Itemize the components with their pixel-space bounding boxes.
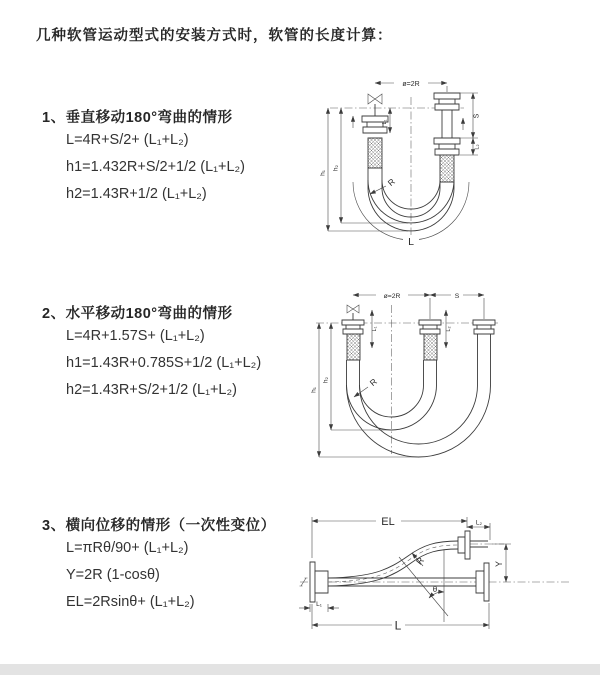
dim-label-l2: L₂ xyxy=(475,519,483,527)
formula-s3-y: Y=2R (1-cosθ) xyxy=(66,567,160,583)
left-flange xyxy=(310,562,328,602)
formula-s1-h2: h2=1.43R+1/2 (L₁+L₂) xyxy=(66,186,207,202)
formula-s3-el: EL=2Rsinθ+ (L₁+L₂) xyxy=(66,594,195,610)
section-lateral-displacement xyxy=(42,514,276,616)
upper-flange xyxy=(458,531,488,559)
diagram-horizontal-180-bend xyxy=(306,280,506,462)
dim-label-h2: h₂ xyxy=(322,376,330,384)
dim-label-l1: L₁ xyxy=(382,119,388,125)
formula-s1-l: L=4R+S/2+ (L₁+L₂) xyxy=(66,132,189,148)
section-vertical-movement xyxy=(42,106,245,208)
valve-icon xyxy=(368,94,382,116)
formula-s2-h1: h1=1.43R+0.785S+1/2 (L₁+L₂) xyxy=(66,355,262,371)
dimension-2r xyxy=(375,79,447,92)
section-1-heading: 1、垂直移动180°弯曲的情形 xyxy=(42,110,233,126)
right-fitting-upper xyxy=(434,93,460,138)
dim-label-l2: L₂ xyxy=(446,326,452,332)
section-3-heading: 3、横向位移的情形（一次性变位） xyxy=(42,518,276,534)
radius-leader xyxy=(370,176,397,194)
dimension-l1 xyxy=(299,601,339,612)
dim-label-h2: h₂ xyxy=(332,164,340,172)
dim-label-2r: ø=2R xyxy=(383,292,401,300)
dim-label-r: R xyxy=(414,555,426,567)
dim-label-h1: h₁ xyxy=(319,170,327,176)
formula-s2-h2: h2=1.43R+S/2+1/2 (L₁+L₂) xyxy=(66,382,237,398)
formula-s3-l: L=πRθ/90+ (L₁+L₂) xyxy=(66,540,189,556)
right-fitting xyxy=(473,320,495,334)
dimension-y xyxy=(492,544,511,582)
dim-label-el: EL xyxy=(381,516,395,528)
diagram-vertical-180-bend xyxy=(312,70,492,258)
dimension-s xyxy=(460,93,481,138)
dim-label-l2: L₂ xyxy=(474,144,481,150)
dim-label-h1: h₁ xyxy=(310,387,318,393)
curved-hose xyxy=(328,541,458,586)
dimension-s xyxy=(430,291,484,300)
dim-label-theta: θ xyxy=(432,585,438,594)
dimension-l2 xyxy=(460,138,481,155)
dimension-l1 xyxy=(372,310,378,348)
dim-label-r: R xyxy=(385,176,397,189)
page-title: 几种软管运动型式的安装方式时，软管的长度计算： xyxy=(36,28,393,44)
middle-fitting xyxy=(419,320,441,360)
formula-s1-h1: h1=1.432R+S/2+1/2 (L₁+L₂) xyxy=(66,159,246,175)
hose-u-bends xyxy=(347,334,491,457)
dim-label-2r: ø=2R xyxy=(402,80,420,88)
centerlines xyxy=(316,305,500,454)
left-fitting xyxy=(342,320,364,360)
dimension-l2 xyxy=(446,310,452,348)
dim-label-l1: L₁ xyxy=(316,601,322,608)
page-bottom-edge xyxy=(0,664,600,675)
radius-leader xyxy=(354,376,379,397)
right-flange xyxy=(476,563,489,601)
dimension-l2 xyxy=(467,520,490,541)
section-horizontal-movement xyxy=(42,302,261,404)
centerlines xyxy=(300,544,571,586)
dimension-l xyxy=(312,603,489,633)
dim-label-r: R xyxy=(367,376,379,389)
dim-label-s: S xyxy=(473,113,481,119)
dim-label-l: L xyxy=(408,236,414,248)
right-fitting-lower xyxy=(434,138,460,182)
formula-s2-l: L=4R+1.57S+ (L₁+L₂) xyxy=(66,328,205,344)
valve-icon xyxy=(347,305,359,320)
dim-label-l1: L₁ xyxy=(372,326,378,332)
dim-label-y: Y xyxy=(494,560,504,568)
diagram-lateral-displacement xyxy=(298,500,598,658)
dimension-l xyxy=(403,235,419,248)
dim-label-l: L xyxy=(394,618,402,633)
dim-label-s: S xyxy=(454,292,460,300)
section-2-heading: 2、水平移动180°弯曲的情形 xyxy=(42,306,233,322)
